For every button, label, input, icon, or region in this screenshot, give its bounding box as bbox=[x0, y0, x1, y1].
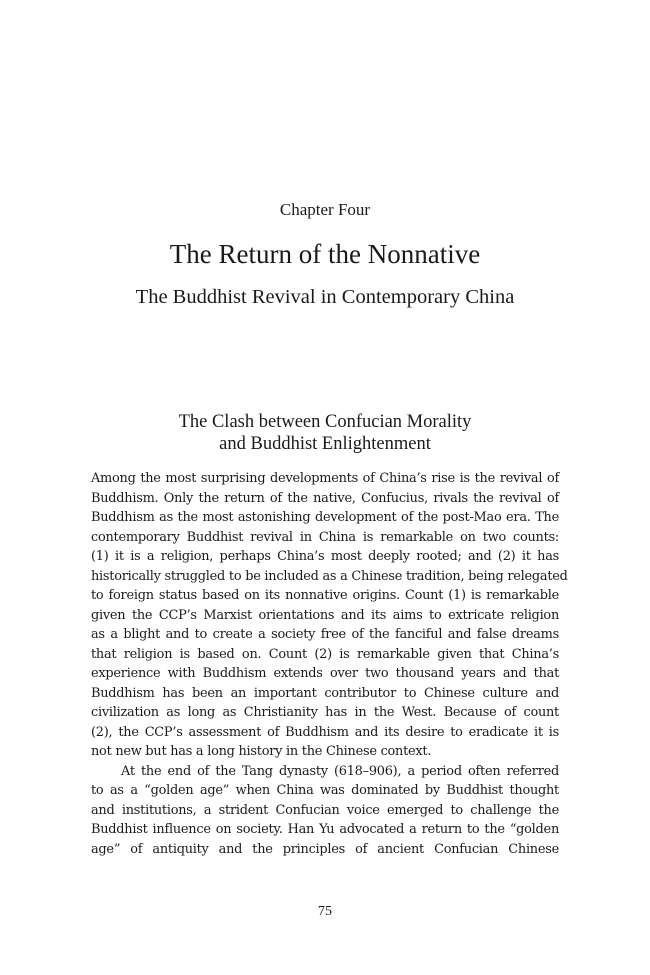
text-line: and institutions, a strident Confucian voice emerged to challenge the bbox=[91, 802, 559, 818]
text-line: to as a “golden age” when China was dominated by Buddhist thought bbox=[91, 783, 559, 798]
text-line: Buddhist influence on society. Han Yu advocated a return to the “golden bbox=[91, 822, 559, 837]
text-line: to foreign status based on its nonnative origins. Count (1) is remarkable bbox=[91, 588, 559, 603]
chapter-subtitle: The Buddhist Revival in Contemporary China bbox=[135, 286, 515, 308]
section-heading-line-1: The Clash between Confucian Morality bbox=[178, 412, 472, 432]
text-line: as a blight and to create a society free of the fanciful and false dreams bbox=[91, 627, 559, 642]
text-line: that religion is based on. Count (2) is remarkable given that China’s bbox=[91, 646, 559, 662]
text-line: Among the most surprising developments of China’s rise is the revival of bbox=[91, 471, 559, 486]
text-line: Buddhism. Only the return of the native, Confucius, rivals the revival of bbox=[91, 490, 559, 506]
text-line: given the CCP’s Marxist orientations and its aims to extricate religion bbox=[91, 607, 559, 623]
text-line: Buddhism as the most astonishing development of the post-Mao era. The bbox=[91, 510, 559, 525]
text-line: At the end of the Tang dynasty (618–906), a period often referred bbox=[121, 763, 559, 779]
page-number: 75 bbox=[318, 904, 332, 919]
text-line: (2), the CCP’s assessment of Buddhism and its desire to eradicate it is bbox=[91, 724, 559, 740]
text-line: experience with Buddhism extends over two thousand years and that bbox=[91, 666, 559, 681]
text-line: age” of antiquity and the principles of ancient Confucian Chinese bbox=[91, 841, 559, 857]
text-line: (1) it is a religion, perhaps China’s most deeply rooted; and (2) it has bbox=[91, 549, 559, 564]
text-line: civilization as long as Christianity has in the West. Because of count bbox=[91, 705, 559, 720]
body-text bbox=[91, 469, 568, 859]
text-line: not new but has a long history in the Chinese context. bbox=[91, 744, 432, 759]
section-heading-line-2: and Buddhist Enlightenment bbox=[219, 434, 431, 454]
chapter-title: The Return of the Nonnative bbox=[169, 239, 481, 269]
text-line: contemporary Buddhist revival in China is remarkable on two counts: bbox=[91, 529, 559, 545]
chapter-label: Chapter Four bbox=[279, 200, 371, 219]
text-line: Buddhism has been an important contributor to Chinese culture and bbox=[91, 685, 559, 701]
text-line: historically struggled to be included as a Chinese tradition, being relegated bbox=[91, 568, 568, 584]
section-heading bbox=[0, 411, 650, 455]
